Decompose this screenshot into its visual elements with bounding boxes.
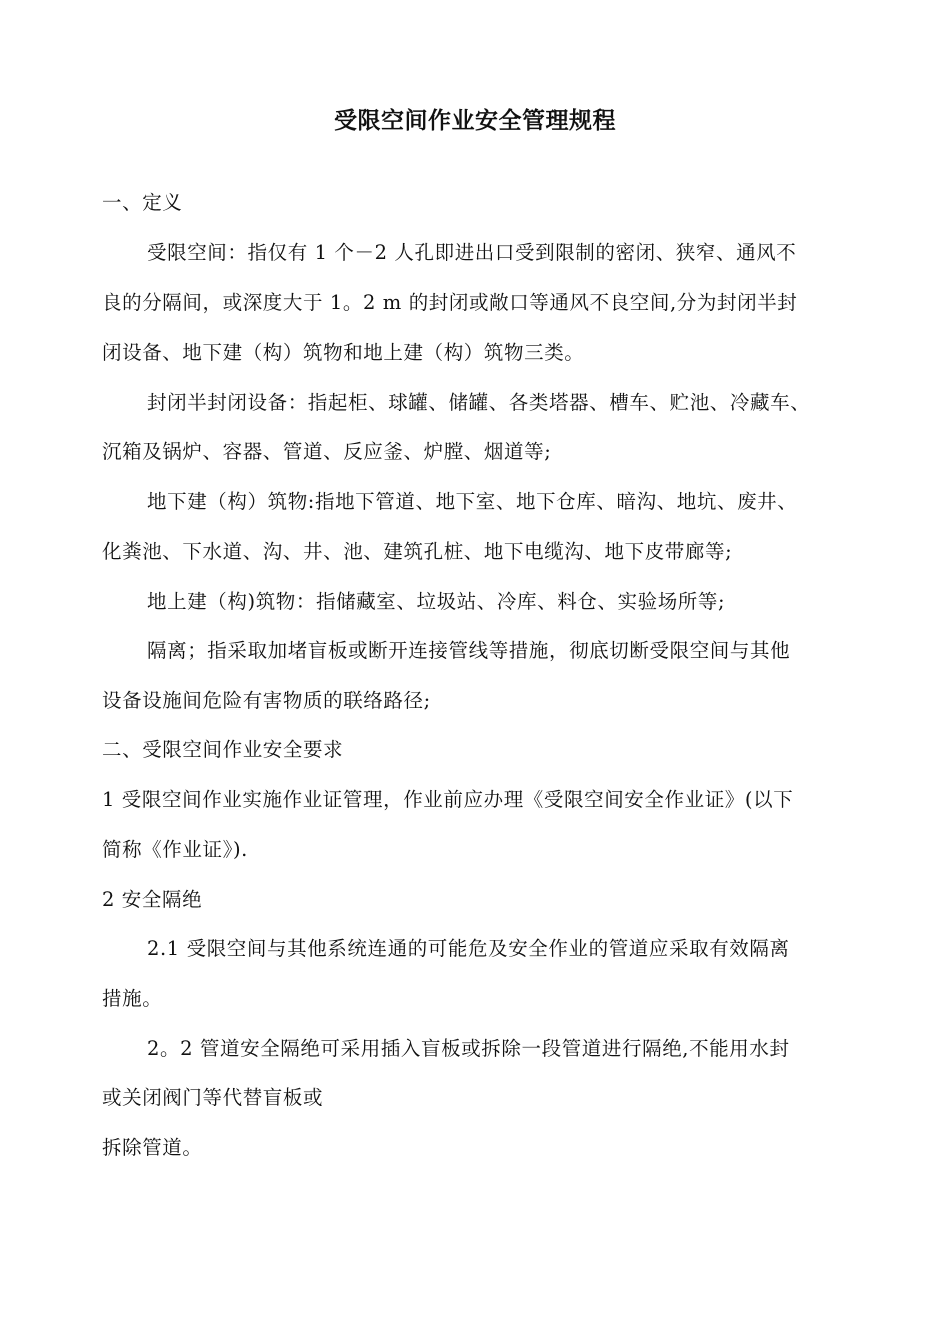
paragraph-line: 封闭半封闭设备：指起柜、球罐、储罐、各类塔器、槽车、贮池、冷藏车、 bbox=[147, 391, 811, 414]
paragraph-line: 隔离；指采取加堵盲板或断开连接管线等措施，彻底切断受限空间与其他 bbox=[147, 639, 791, 662]
paragraph-line: 简称《作业证》). bbox=[102, 838, 248, 861]
paragraph-line: 地下建（构）筑物:指地下管道、地下室、地下仓库、暗沟、地坑、废井、 bbox=[147, 490, 798, 513]
paragraph-line: 沉箱及锅炉、容器、管道、反应釜、炉膛、烟道等; bbox=[102, 440, 552, 463]
paragraph-line: 良的分隔间，或深度大于 1。2 m 的封闭或敞口等通风不良空间,分为封闭半封 bbox=[102, 291, 798, 314]
paragraph-line: 2.1 受限空间与其他系统连通的可能危及安全作业的管道应采取有效隔离 bbox=[147, 937, 790, 960]
paragraph-line: 地上建（构)筑物：指储藏室、垃圾站、冷库、料仓、实验场所等; bbox=[147, 590, 726, 613]
subsection-heading: 2 安全隔绝 bbox=[102, 888, 203, 911]
paragraph-line: 或关闭阀门等代替盲板或 bbox=[102, 1086, 324, 1109]
paragraph-line: 设备设施间危险有害物质的联络路径; bbox=[102, 689, 431, 712]
paragraph-line: 拆除管道。 bbox=[102, 1136, 203, 1159]
paragraph-line: 闭设备、地下建（构）筑物和地上建（构）筑物三类。 bbox=[102, 341, 585, 364]
paragraph-line: 1 受限空间作业实施作业证管理，作业前应办理《受限空间安全作业证》(以下 bbox=[102, 788, 794, 811]
paragraph-line: 受限空间：指仅有 1 个－2 人孔即进出口受到限制的密闭、狭窄、通风不 bbox=[147, 241, 797, 264]
section-heading-requirements: 二、受限空间作业安全要求 bbox=[102, 738, 344, 761]
document-title: 受限空间作业安全管理规程 bbox=[334, 107, 616, 134]
section-heading-definition: 一、定义 bbox=[102, 191, 183, 214]
paragraph-line: 措施。 bbox=[102, 987, 163, 1010]
paragraph-line: 2。2 管道安全隔绝可采用插入盲板或拆除一段管道进行隔绝,不能用水封 bbox=[147, 1037, 790, 1060]
paragraph-line: 化粪池、下水道、沟、井、池、建筑孔桩、地下电缆沟、地下皮带廊等; bbox=[102, 540, 733, 563]
